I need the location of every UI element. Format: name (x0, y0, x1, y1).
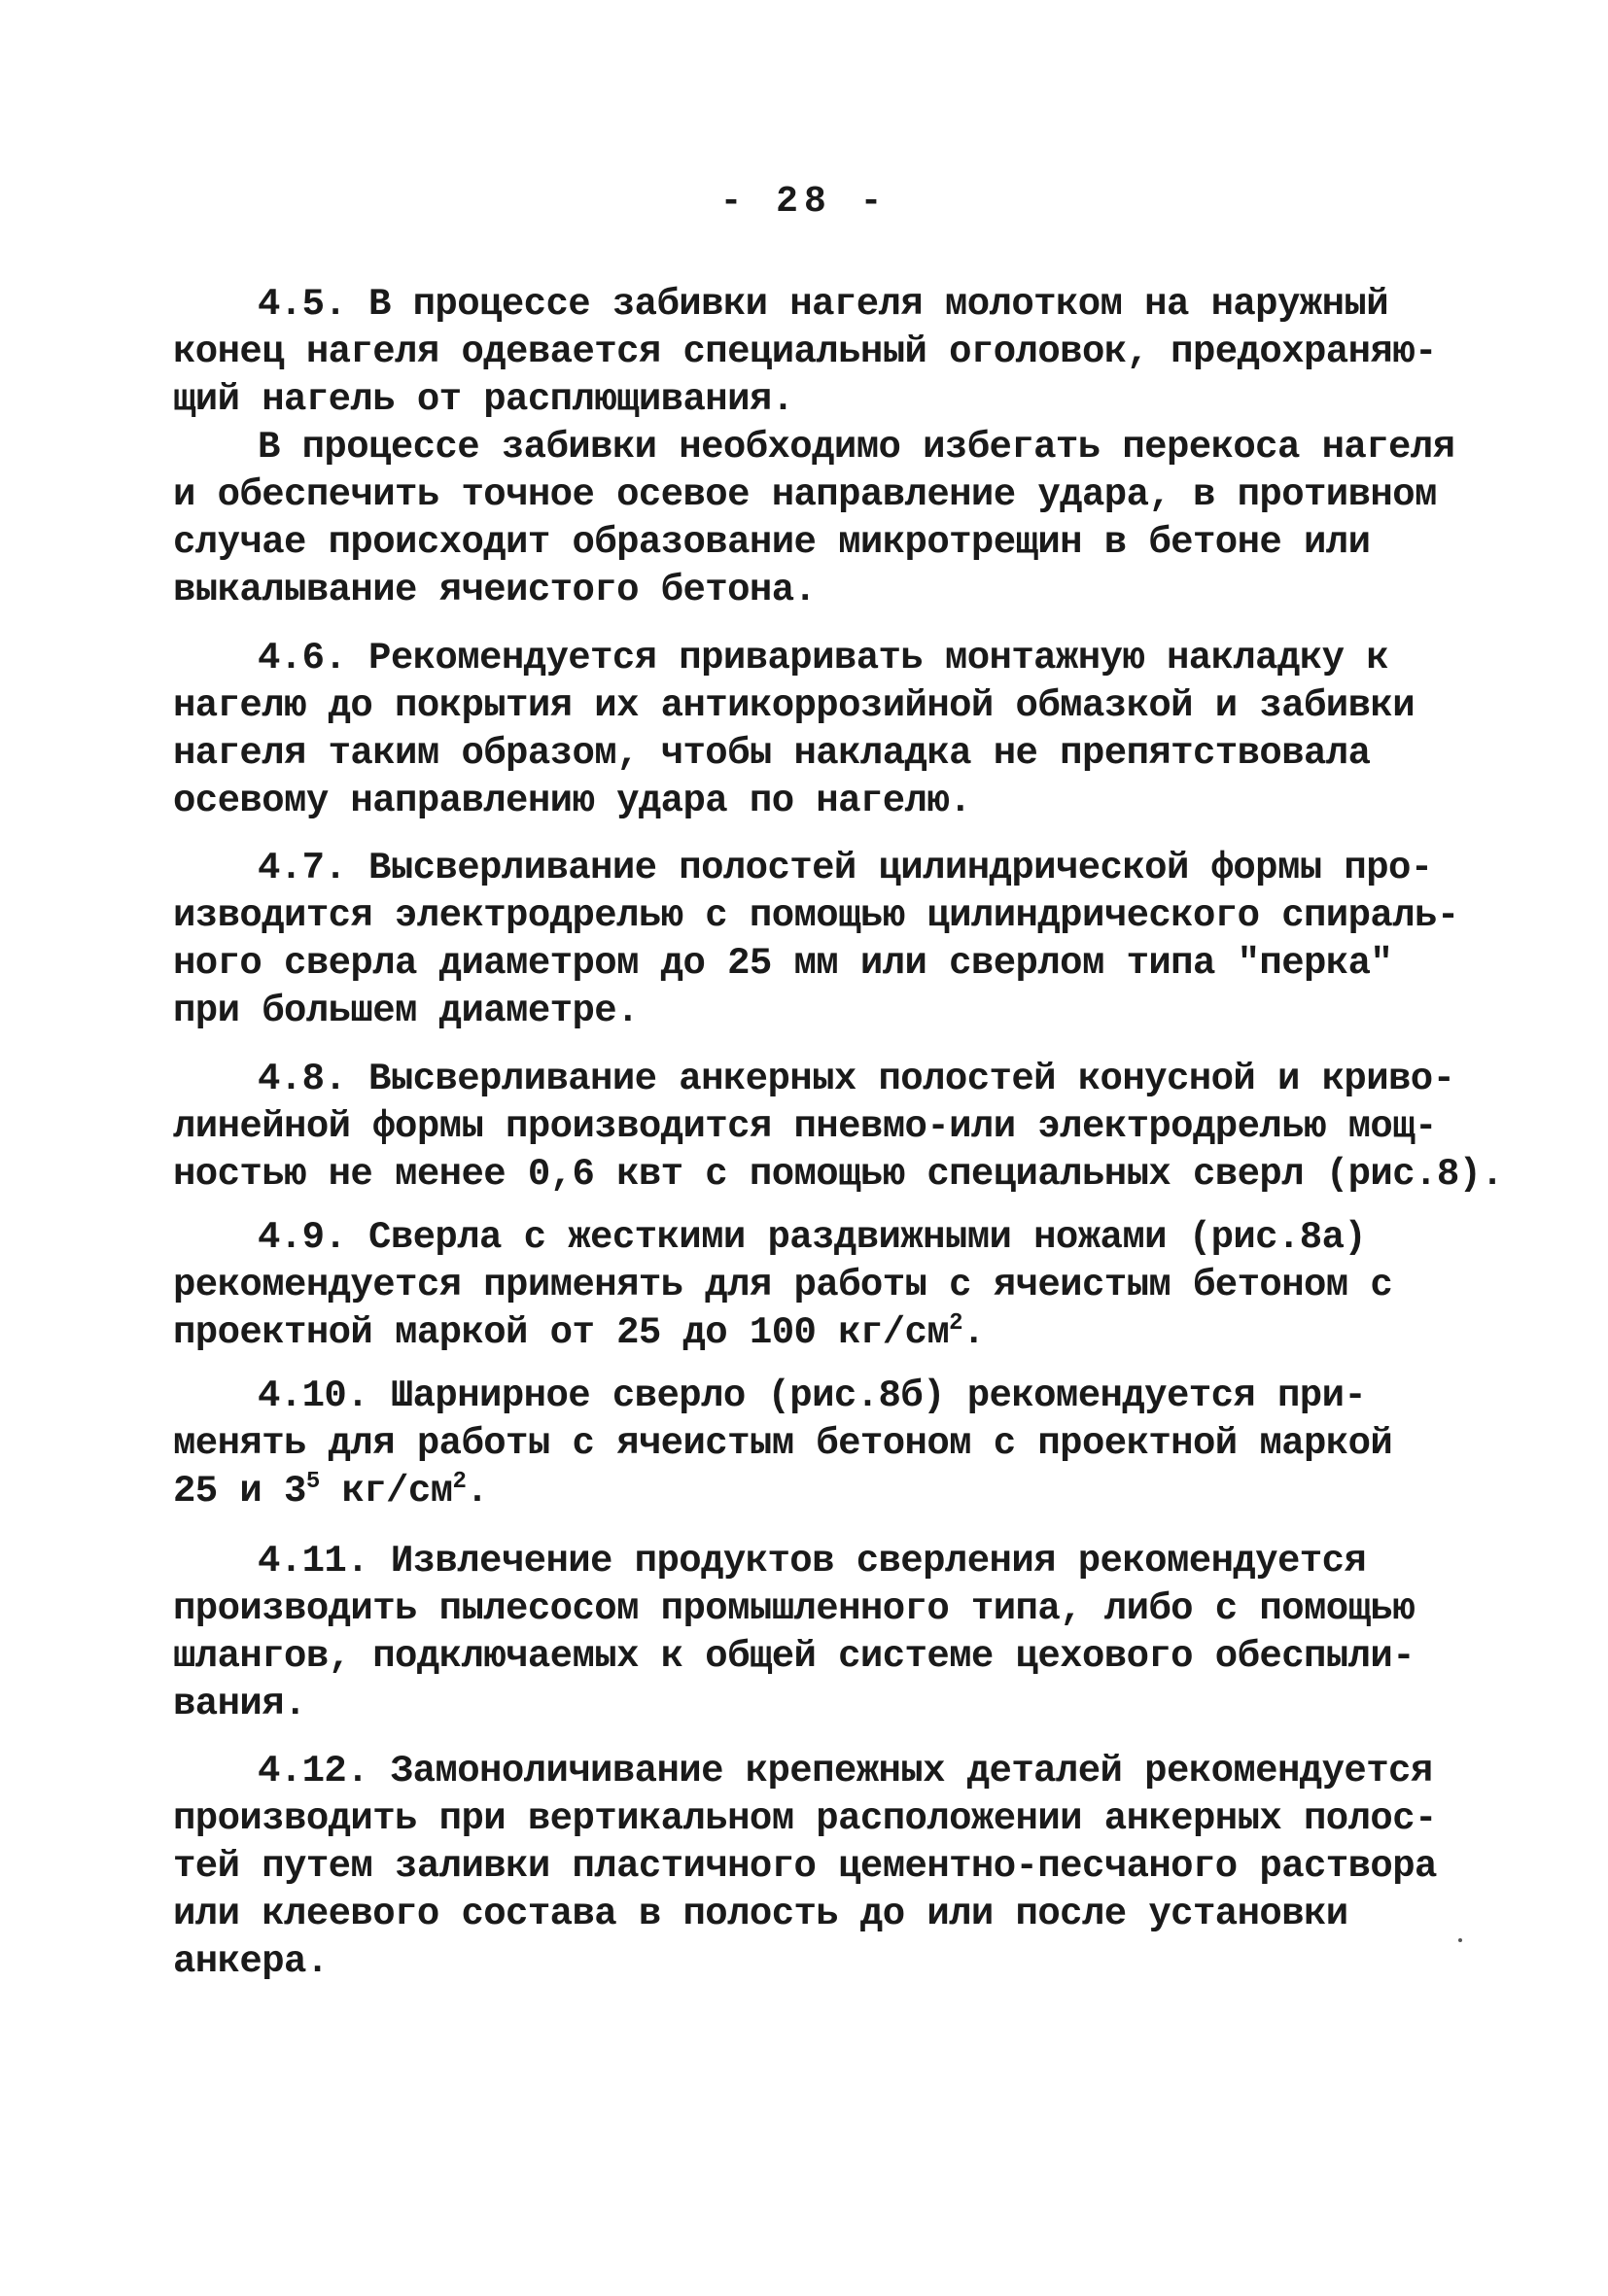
paragraph-4-12-line-3: тей путем заливки пластичного цементно-песчаного раствора (173, 1845, 1437, 1888)
paragraph-4-10-line-2: менять для работы с ячеистым бетоном с проектной маркой (173, 1422, 1393, 1465)
superscript-squared: 2 (452, 1469, 467, 1495)
paragraph-4-12-line-2: производить при вертикальном расположении анкерных полос- (173, 1797, 1437, 1840)
paragraph-4-9-line-3 (173, 1308, 1456, 1357)
paragraph-4-11-line-2: производить пылесосом промышленного типа, либо с помощью (173, 1587, 1416, 1630)
paragraph-4-6-line-2: нагелю до покрытия их антикоррозийной обмазкой и забивки (173, 684, 1416, 727)
paragraph-4-8-line-1: 4.8. Высверливание анкерных полостей конусной и криво- (258, 1058, 1455, 1100)
paragraph-4-10-line-3-part-b: кг/см (319, 1470, 453, 1513)
paragraph-4-9-line-1: 4.9. Сверла с жесткими раздвижными ножами (рис.8а) (258, 1216, 1367, 1259)
paragraph-4-11-line-1: 4.11. Извлечение продуктов сверления рекомендуется (258, 1540, 1367, 1583)
paragraph-4-11-line-4: вания. (173, 1683, 306, 1725)
paragraph-4-10-line-3 (173, 1467, 1456, 1515)
paragraph-4-9-line-3-text: проектной маркой от 25 до 100 кг/см (173, 1311, 950, 1354)
paragraph-4-5b-line-2: и обеспечить точное осевое направление удара, в противном (173, 473, 1437, 516)
paragraph-4-12-line-4: или клеевого состава в полость до или после установки (173, 1893, 1348, 1935)
paragraph-4-6-line-3: нагеля таким образом, чтобы накладка не препятствовала (173, 732, 1371, 775)
paragraph-4-10-line-3-end: . (466, 1470, 489, 1513)
paragraph-4-6-line-4: осевому направлению удара по нагелю. (173, 780, 971, 822)
paragraph-4-7-line-2: изводится электродрелью с помощью цилиндрического спираль- (173, 894, 1459, 937)
paragraph-4-5-line-3: щий нагель от расплющивания. (173, 378, 794, 421)
page-number: - 28 - (719, 181, 889, 223)
paragraph-4-7-line-1: 4.7. Высверливание полостей цилиндрической формы про- (258, 847, 1433, 889)
paragraph-4-5b-line-1: В процессе забивки необходимо избегать перекоса нагеля (258, 426, 1455, 469)
paragraph-4-7-line-4: при большем диаметре. (173, 990, 639, 1032)
paragraph-4-10-line-1: 4.10. Шарнирное сверло (рис.8б) рекомендуется при- (258, 1374, 1367, 1417)
paragraph-4-12-line-1: 4.12. Замоноличивание крепежных деталей рекомендуется (258, 1750, 1433, 1792)
paragraph-4-8-line-2: линейной формы производится пневмо-или электродрелью мощ- (173, 1105, 1437, 1148)
paragraph-4-12-line-5: анкера. (173, 1940, 329, 1983)
superscript-squared: 2 (949, 1310, 962, 1337)
paragraph-4-8-line-3: ностью не менее 0,6 квт с помощью специальных сверл (рис.8). (173, 1153, 1504, 1196)
paragraph-4-10-line-3-part-a: 25 и 3 (173, 1470, 306, 1513)
paragraph-4-11-line-3: шлангов, подключаемых к общей системе цехового обеспыли- (173, 1635, 1416, 1678)
paragraph-4-5-line-2: конец нагеля одевается специальный оголовок, предохраняю- (173, 330, 1437, 373)
paragraph-4-9-line-2: рекомендуется применять для работы с ячеистым бетоном с (173, 1264, 1393, 1306)
superscript-five: 5 (305, 1469, 320, 1495)
paragraph-4-5b-line-4: выкалывание ячеистого бетона. (173, 569, 817, 611)
paragraph-4-5b-line-3: случае происходит образование микротрещин в бетоне или (173, 521, 1371, 564)
paragraph-4-5-line-1: 4.5. В процессе забивки нагеля молотком на наружный (258, 283, 1388, 326)
paragraph-4-9-line-3-end: . (961, 1311, 985, 1354)
paragraph-4-6-line-1: 4.6. Рекомендуется приваривать монтажную накладку к (258, 637, 1388, 679)
paragraph-4-7-line-3: ного сверла диаметром до 25 мм или сверлом типа "перка" (173, 942, 1393, 985)
scan-speck (1458, 1938, 1462, 1942)
